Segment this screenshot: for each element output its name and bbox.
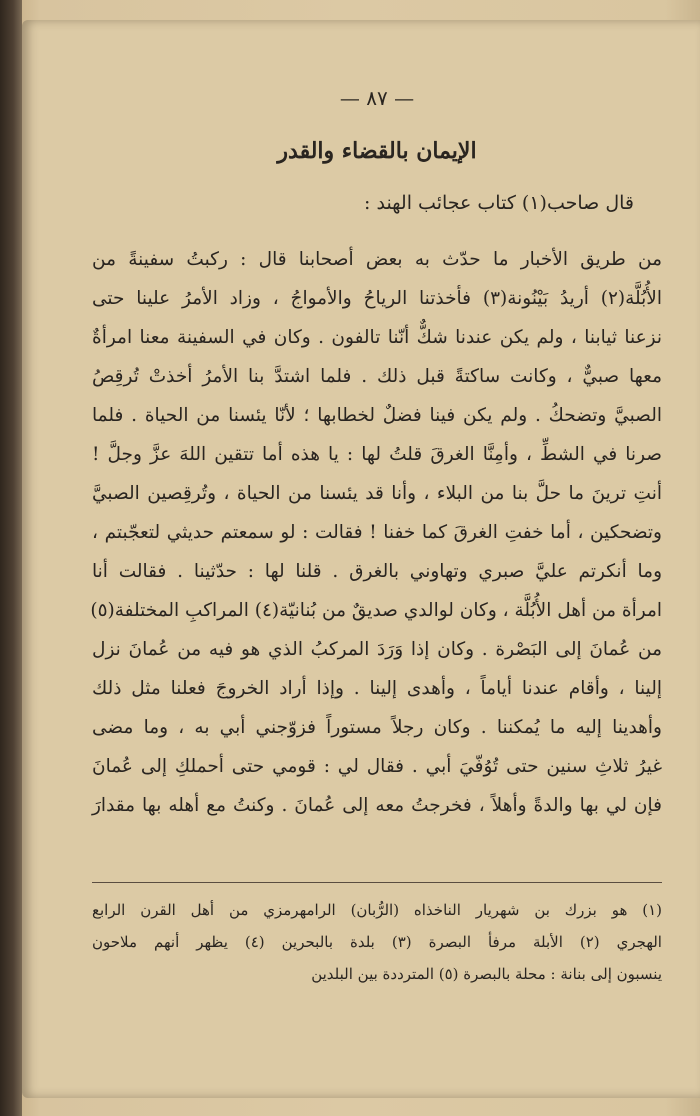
- paper-page: [22, 20, 700, 1098]
- body-line: من طريق الأخبار ما حدّث به بعض أصحابنا قال : ركبتُ سفينةً من: [92, 249, 662, 270]
- body-line: وتضحكين ، أما خفتِ الغرقَ كما خفنا ! فقالت : لو سمعتم حديثي لتعجّبتم ،: [92, 522, 662, 543]
- intro-line: قال صاحب(١) كتاب عجائب الهند :: [364, 192, 634, 214]
- page-content: [92, 20, 662, 1090]
- body-line: أنتِ ترينَ ما حلَّ بنا من البلاء ، وأنا قد يئسنا من الحياة ، وتُرقِصين الصبيَّ: [92, 483, 662, 504]
- body-line: فإن لي بها والدةً وأهلاً ، فخرجتُ معه إلى عُمانَ . وكنتُ مع أهله بها مقدارَ: [92, 795, 662, 816]
- body-line: صرنا في الشطِّ ، وأمِنَّا الغرقَ قلتُ لها : يا هذه أما تتقين اللهَ عزَّ وجلَّ !: [92, 444, 662, 465]
- body-line: إلينا ، وأقام عندنا أياماً ، وأهدى إلينا . وإذا أراد الخروجَ فعلنا مثل ذلك: [92, 678, 662, 699]
- body-line: غيرُ ثلاثِ سنين حتى تُوُفّيَ أبي . فقال لي : قومي حتى أحملكِ إلى عُمانَ: [92, 756, 662, 777]
- footnote-divider: [92, 882, 662, 883]
- body-line: معها صبيٌّ ، وكانت ساكتةً قبل ذلك . فلما اشتدَّ بنا الأمرُ أخذتْ تُرقِصُ: [92, 366, 662, 387]
- body-line: الصبيَّ وتضحكُ . ولم يكن فينا فضلٌ لخطابها ؛ لأنّا يئسنا من الحياة . فلما: [92, 405, 662, 426]
- body-text: [92, 240, 662, 825]
- chapter-title: الإيمان بالقضاء والقدر: [277, 138, 477, 164]
- footnote-line: الهجري (٢) الأبلة مرفأ البصرة (٣) بلدة بالبحرين (٤) يظهر أنهم ملاحون: [92, 933, 662, 951]
- body-line: الأُبُلَّة(٢) أريدُ بَيْنُونة(٣) فأخذتنا الرياحُ والأمواجُ ، وزاد الأمرُ علينا حتى: [92, 288, 662, 309]
- body-line: امرأة من أهل الأُبُلَّة ، وكان لوالدي صديقٌ من بُنانيّة(٤) المراكبِ المختلفة(٥): [90, 600, 662, 621]
- footnote-line: ينسبون إلى بنانة : محلة بالبصرة (٥) المترددة بين البلدين: [311, 965, 662, 983]
- body-line: نزعنا ثيابنا ، ولم يكن عندنا شكٌّ أنّنا تالفون . وكان في السفينة معنا امرأةٌ: [92, 327, 662, 348]
- footnotes: [92, 894, 662, 990]
- footnote-line: (١) هو بزرك بن شهريار الناخذاه (الرُّبان) الرامهرمزي من أهل القرن الرابع: [92, 901, 662, 919]
- body-line: وما أنكرتم عليَّ صبري وتهاوني بالغرق . قلنا لها : حدّثينا . فقالت أنا: [92, 561, 662, 582]
- page-number: — ٨٧ —: [339, 86, 415, 110]
- body-line: وأهدينا إليه ما يُمكننا . وكان رجلاً مستوراً فزوّجني أبي به ، وما مضى: [92, 717, 662, 738]
- book-spine: [0, 0, 22, 1116]
- body-line: من عُمانَ إلى البَصْرة . وكان إذا وَرَدَ المركبُ الذي هو فيه من عُمانَ نزل: [92, 639, 662, 660]
